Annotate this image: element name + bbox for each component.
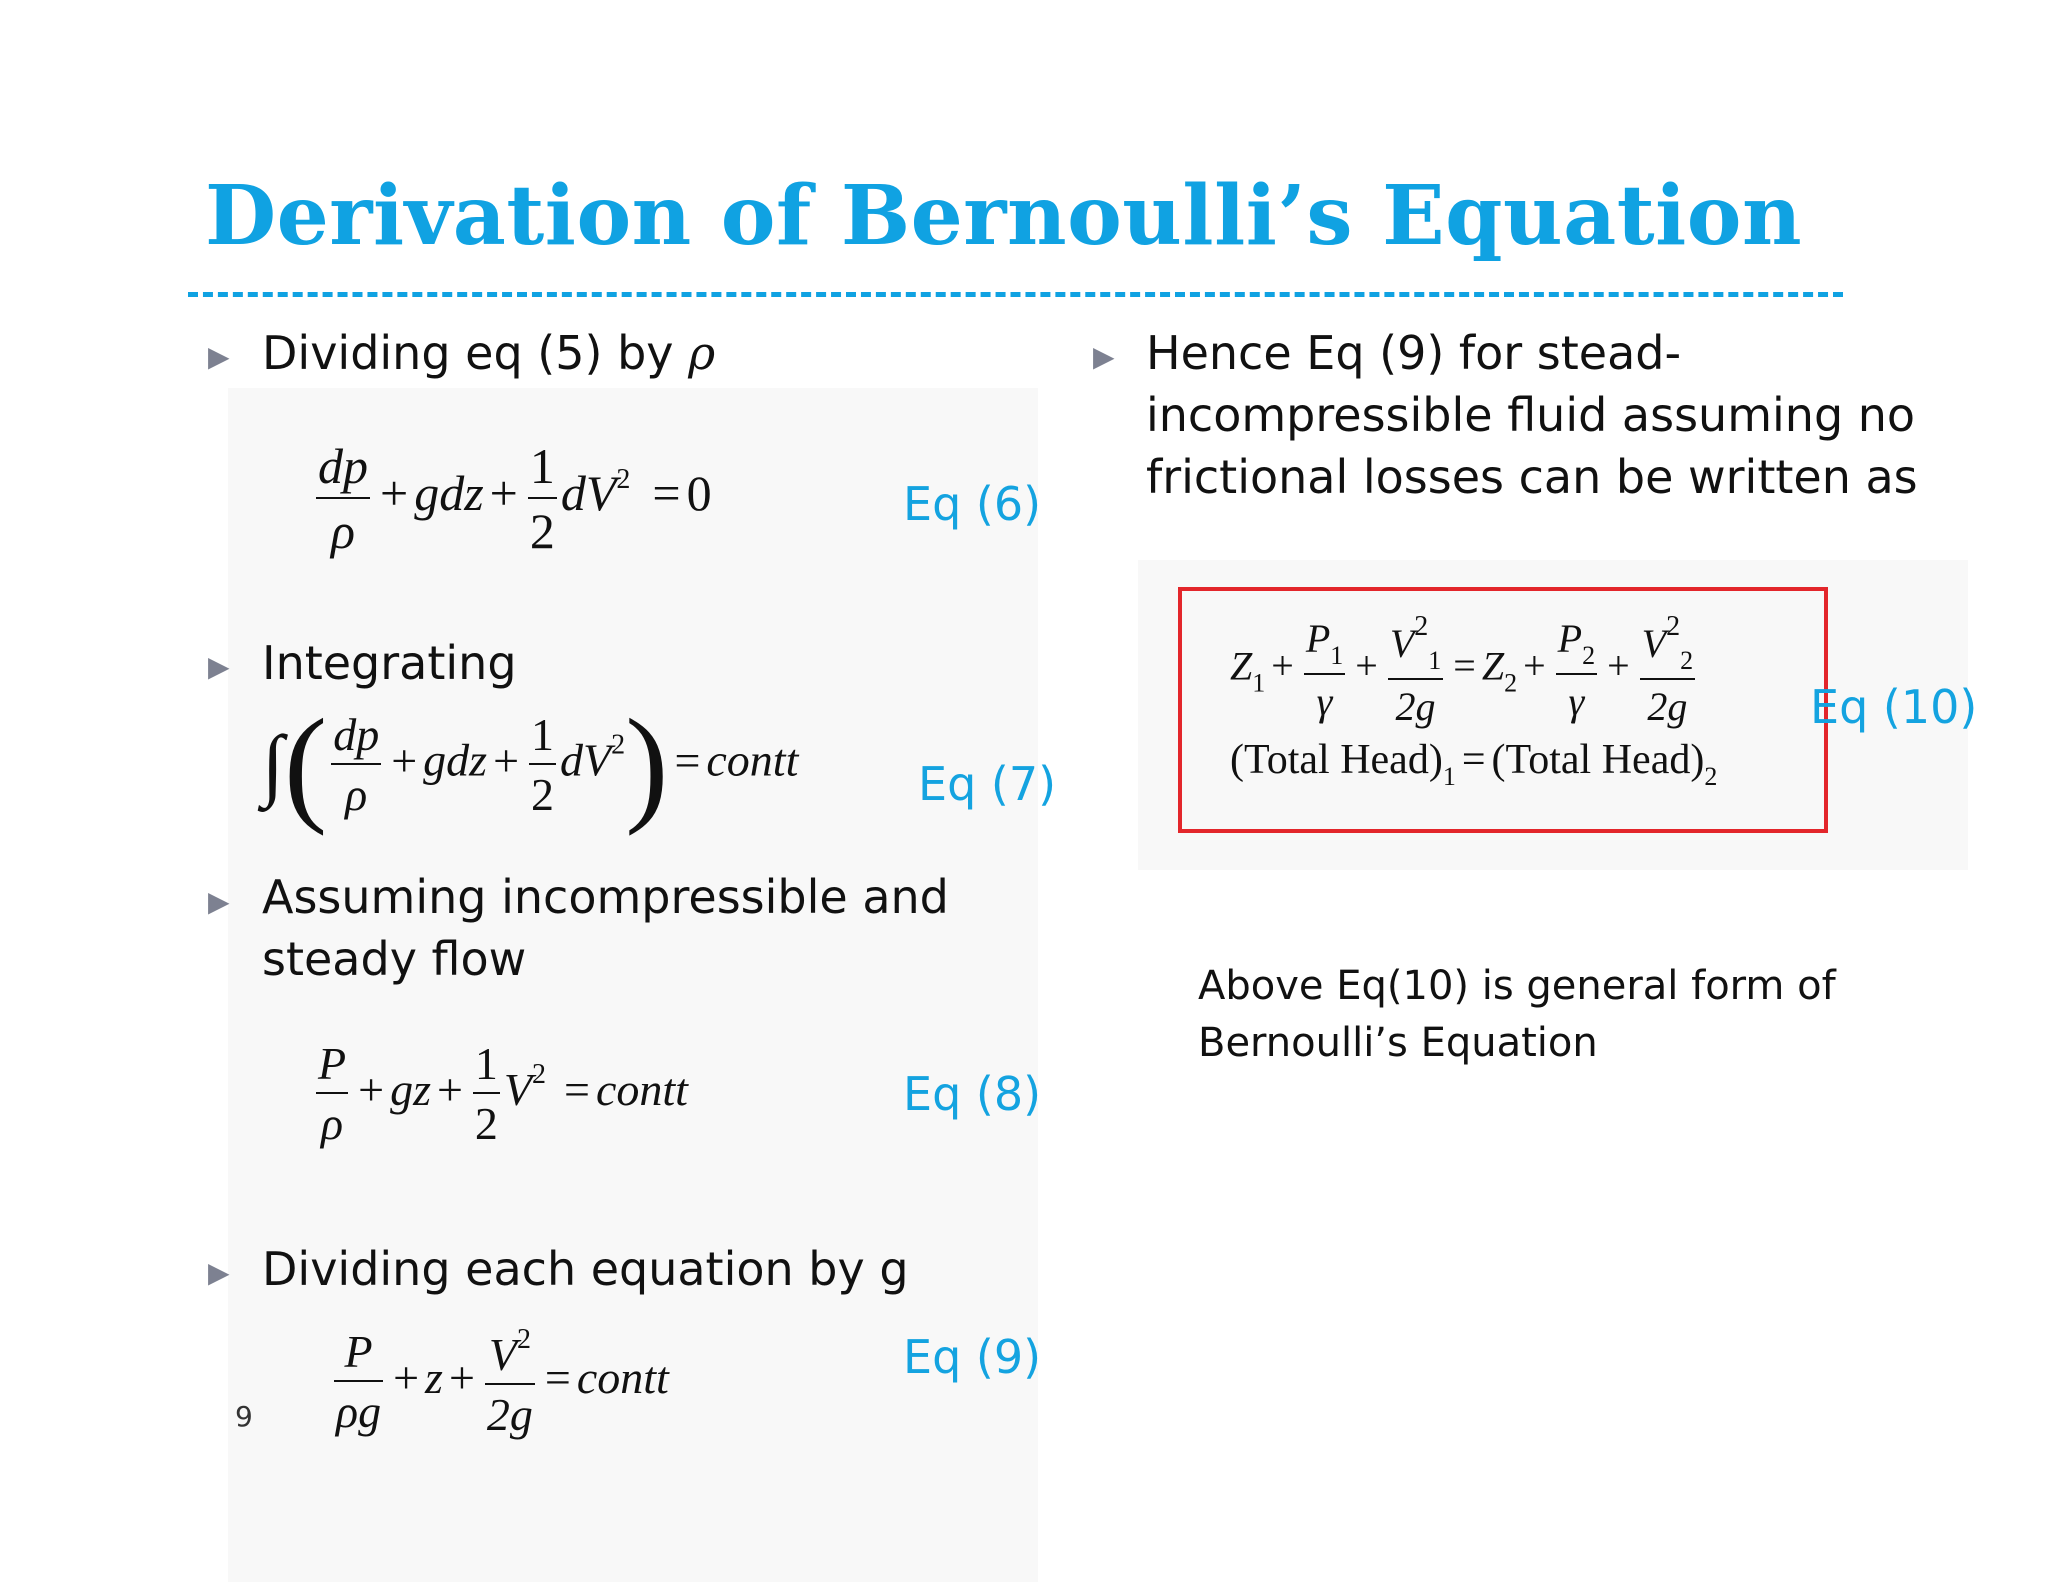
bullet-hence-eq9 [1146, 322, 1918, 508]
total-head-1: Total Head [1244, 737, 1429, 783]
eq10-gamma: γ [1568, 678, 1585, 724]
eq10-plus: + [1355, 643, 1378, 689]
eq9-V: V [488, 1329, 517, 1380]
eq6-plus-2: + [489, 464, 518, 521]
eq8-half-num: 1 [473, 1040, 500, 1094]
eq6-rho: ρ [331, 502, 355, 559]
eq10-rparen: ) [1428, 737, 1443, 783]
eq6-dp: dp [318, 438, 368, 494]
eq7-dp: dp [333, 708, 380, 760]
bullet-arrow-icon: ▶ [208, 650, 230, 683]
eq10-plus: + [1607, 643, 1630, 689]
eq8-rho: ρ [321, 1098, 344, 1150]
bullet-text: Dividing eq (5) by [262, 326, 689, 380]
eq10-gamma: γ [1316, 678, 1333, 724]
eq9-rho-g: ρg [336, 1386, 382, 1438]
eq10-V2: V [1641, 621, 1667, 666]
eq7-left-paren: ( [283, 693, 328, 837]
eq10-sub-1: 1 [1442, 762, 1456, 791]
bullet-line-2: steady flow [262, 932, 527, 986]
equation-6 [312, 440, 712, 557]
equation-8 [312, 1040, 688, 1149]
eq10-plus: + [1523, 643, 1546, 689]
eq8-plus-2: + [436, 1063, 463, 1115]
bullet-arrow-icon: ▶ [208, 885, 230, 918]
bullet-dividing-by-rho [262, 322, 715, 384]
eq9-equals: = [544, 1351, 571, 1403]
eq10-V1: V [1389, 621, 1415, 666]
eq8-half-den: 2 [474, 1098, 498, 1150]
fraction-P-over-rho [316, 1040, 348, 1149]
bullet-arrow-icon: ▶ [208, 1256, 230, 1289]
eq10-sub-2: 2 [1680, 646, 1694, 675]
eq10-rparen: ) [1690, 737, 1705, 783]
equation-10-line-1 [1230, 612, 1699, 728]
eq10-2g: 2g [1647, 684, 1688, 730]
eq10-sub-2: 2 [1504, 668, 1518, 698]
eq8-square: 2 [532, 1058, 547, 1090]
equation-10-line-2 [1230, 736, 1717, 792]
eq10-equals: = [1461, 737, 1486, 783]
eq7-right-paren: ) [625, 693, 669, 837]
eq7-rhs: contt [706, 734, 799, 786]
bullet-dividing-by-g: Dividing each equation by g [262, 1242, 909, 1296]
eq7-rho: ρ [345, 769, 368, 820]
eq9-plus-1: + [393, 1351, 420, 1403]
eq10-lparen: ( [1491, 737, 1506, 783]
fraction-V2-over-2g [1640, 612, 1695, 728]
eq10-plus: + [1271, 643, 1294, 689]
integral-sign: ∫ [262, 720, 284, 809]
rho-symbol: ρ [688, 326, 716, 380]
eq7-dV: dV [560, 734, 612, 786]
eq6-half-num: 1 [528, 440, 557, 499]
eq7-plus-1: + [391, 734, 418, 786]
eq9-P: P [344, 1326, 373, 1377]
eq6-equals: = [652, 464, 681, 521]
bullet-arrow-icon: ▶ [208, 340, 230, 373]
bullet-integrating: Integrating [262, 636, 517, 690]
equation-7 [262, 693, 799, 837]
bullet-line-2: incompressible fluid assuming no [1146, 388, 1916, 442]
eq7-half-den: 2 [531, 769, 555, 820]
general-form-note [1198, 958, 1836, 1072]
eq10-2g: 2g [1395, 684, 1436, 730]
fraction-dp-over-rho [331, 708, 381, 820]
eq7-half-num: 1 [529, 711, 556, 765]
eq10-sub-1: 1 [1330, 640, 1344, 670]
fraction-V1-over-2g [1388, 612, 1443, 728]
eq9-label: Eq (9) [903, 1330, 1042, 1384]
title-divider [188, 292, 1843, 297]
eq8-label: Eq (8) [903, 1067, 1042, 1121]
eq6-dV: dV [560, 464, 617, 521]
eq10-sub-1: 1 [1428, 646, 1442, 675]
eq10-sub-1: 1 [1252, 668, 1266, 698]
eq6-square: 2 [616, 463, 631, 495]
fraction-one-half [528, 440, 557, 557]
eq10-lparen: ( [1230, 737, 1244, 783]
fraction-P1-over-gamma [1304, 615, 1345, 724]
eq10-sub-2: 2 [1704, 762, 1718, 791]
bullet-line-3: frictional losses can be written as [1146, 450, 1918, 504]
eq7-square: 2 [611, 729, 626, 761]
note-line-1: Above Eq(10) is general form of [1198, 963, 1836, 1009]
eq6-rhs: 0 [686, 464, 712, 521]
eq10-sub-2: 2 [1582, 640, 1596, 670]
eq7-label: Eq (7) [918, 757, 1057, 811]
total-head-2: Total Head [1505, 737, 1691, 783]
fraction-one-half [529, 708, 556, 820]
eq10-P1: P [1305, 615, 1331, 661]
eq10-equals: = [1453, 643, 1476, 689]
eq7-plus-2: + [493, 734, 520, 786]
eq9-plus-2: + [448, 1351, 475, 1403]
eq7-equals: = [674, 734, 701, 786]
eq10-Z1: Z [1230, 643, 1253, 689]
fraction-P-over-rho-g [334, 1328, 383, 1437]
eq10-label: Eq (10) [1810, 680, 1978, 734]
fraction-P2-over-gamma [1556, 615, 1597, 724]
eq9-square: 2 [516, 1324, 531, 1355]
fraction-V2-over-2g [485, 1325, 535, 1440]
bullet-arrow-icon: ▶ [1093, 340, 1115, 373]
slide-title: Derivation of Bernoulli’s Equation [205, 168, 1803, 264]
eq9-2g: 2g [486, 1389, 533, 1441]
eq10-square: 2 [1666, 611, 1681, 642]
eq8-equals: = [564, 1063, 590, 1115]
eq6-half-den: 2 [529, 502, 555, 559]
fraction-dp-over-rho [316, 440, 370, 557]
eq8-P: P [318, 1038, 347, 1089]
eq10-P2: P [1557, 615, 1583, 661]
eq8-V: V [503, 1063, 533, 1115]
bullet-line-1: Assuming incompressible and [262, 870, 949, 924]
eq9-rhs: contt [576, 1351, 669, 1403]
note-line-2: Bernoulli’s Equation [1198, 1020, 1598, 1066]
page-number: 9 [235, 1400, 253, 1433]
eq10-Z2: Z [1481, 643, 1505, 689]
eq7-gdz: gdz [423, 734, 488, 786]
eq6-plus-1: + [380, 464, 409, 521]
eq10-square: 2 [1414, 611, 1429, 642]
eq9-z: z [425, 1351, 443, 1403]
eq6-label: Eq (6) [903, 477, 1042, 531]
eq8-rhs: contt [595, 1063, 688, 1115]
equation-9 [330, 1325, 669, 1440]
bullet-line-1: Hence Eq (9) for stead- [1146, 326, 1682, 380]
fraction-one-half [473, 1040, 500, 1149]
eq6-gdz: gdz [414, 464, 484, 521]
eq8-plus-1: + [358, 1063, 385, 1115]
eq8-gz: gz [390, 1063, 431, 1115]
bullet-assuming-incompressible [262, 866, 949, 990]
